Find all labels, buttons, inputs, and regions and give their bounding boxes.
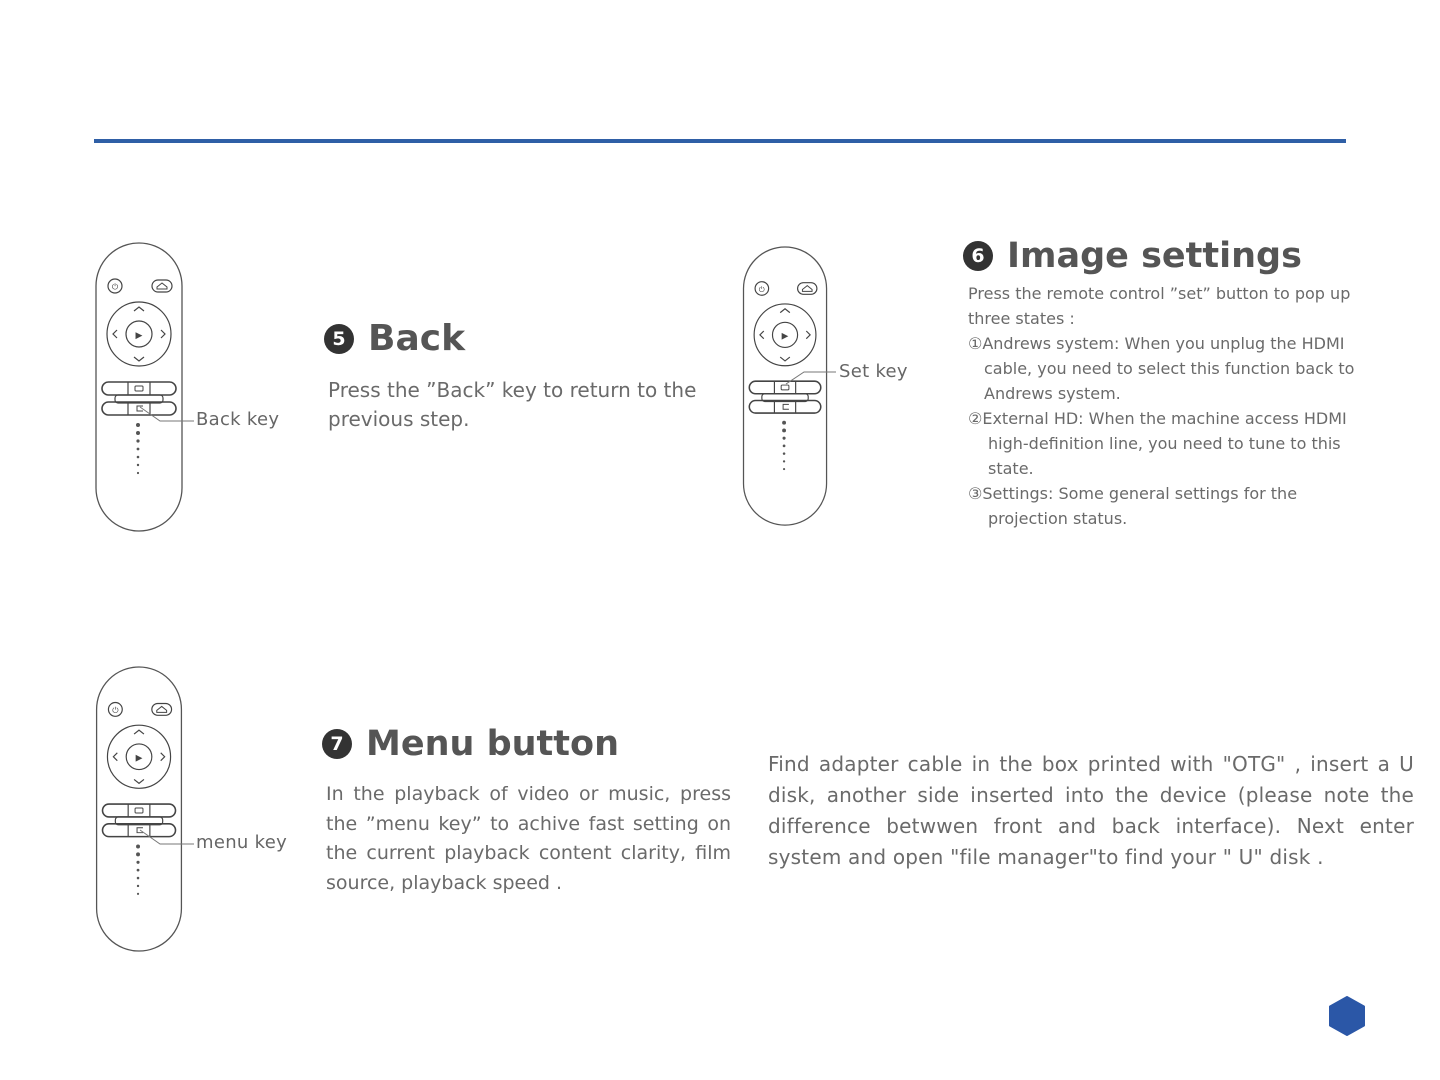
section6-number-badge: 6	[963, 241, 993, 271]
section6-content	[968, 281, 1380, 531]
svg-text:⏻: ⏻	[758, 284, 765, 294]
page-badge-hexagon	[1327, 996, 1367, 1036]
section5-heading	[324, 318, 465, 359]
header-divider	[94, 139, 1346, 143]
back-key-label: Back key	[196, 409, 280, 430]
menu-key-leader-line	[140, 828, 200, 848]
svg-text:⏻: ⏻	[111, 282, 119, 292]
svg-text:▶: ▶	[135, 331, 143, 341]
menu-key-label: menu key	[196, 832, 288, 853]
section6-heading	[963, 236, 1302, 276]
section5-number-badge: 5	[324, 324, 354, 354]
remote-illustration-menu	[95, 666, 185, 954]
section6-item-settings: ③Settings: Some general settings for the projection status.	[968, 484, 1298, 528]
section7-title: Menu button	[366, 724, 619, 764]
back-key-leader-line	[140, 405, 200, 425]
svg-text:▶: ▶	[135, 753, 143, 764]
set-key-leader-line	[786, 368, 846, 392]
section7-heading	[322, 724, 619, 764]
otg-note: Find adapter cable in the box printed with "OTG" , insert a U disk, another side inserted into the device (please note the difference betwwen front and back interface). Next enter system and open "file manager"to find your " U" disk .	[768, 752, 1414, 869]
section5-title: Back	[368, 318, 466, 359]
section7-body: In the playback of video or music, press the ”menu key” to achive fast setting on the current playback content clarity, film source, playback speed .	[326, 783, 731, 894]
svg-text:⏻: ⏻	[112, 705, 119, 715]
section5-body: Press the ”Back” key to return to the previous step.	[328, 378, 697, 431]
svg-text:▶: ▶	[781, 331, 789, 342]
section6-item-android: ①Andrews system: When you unplug the HDMI cable, you need to select this function back to Andrews system.	[968, 334, 1355, 403]
remote-illustration-back	[95, 242, 185, 534]
section6-title: Image settings	[1007, 236, 1302, 276]
set-key-label: Set key	[839, 361, 908, 382]
section7-number-badge: 7	[322, 729, 352, 759]
section6-item-external-hd: ②External HD: When the machine access HDMI high-definition line, you need to tune to this state.	[968, 409, 1347, 478]
section6-intro: Press the remote control ”set” button to pop up three states :	[968, 284, 1351, 328]
